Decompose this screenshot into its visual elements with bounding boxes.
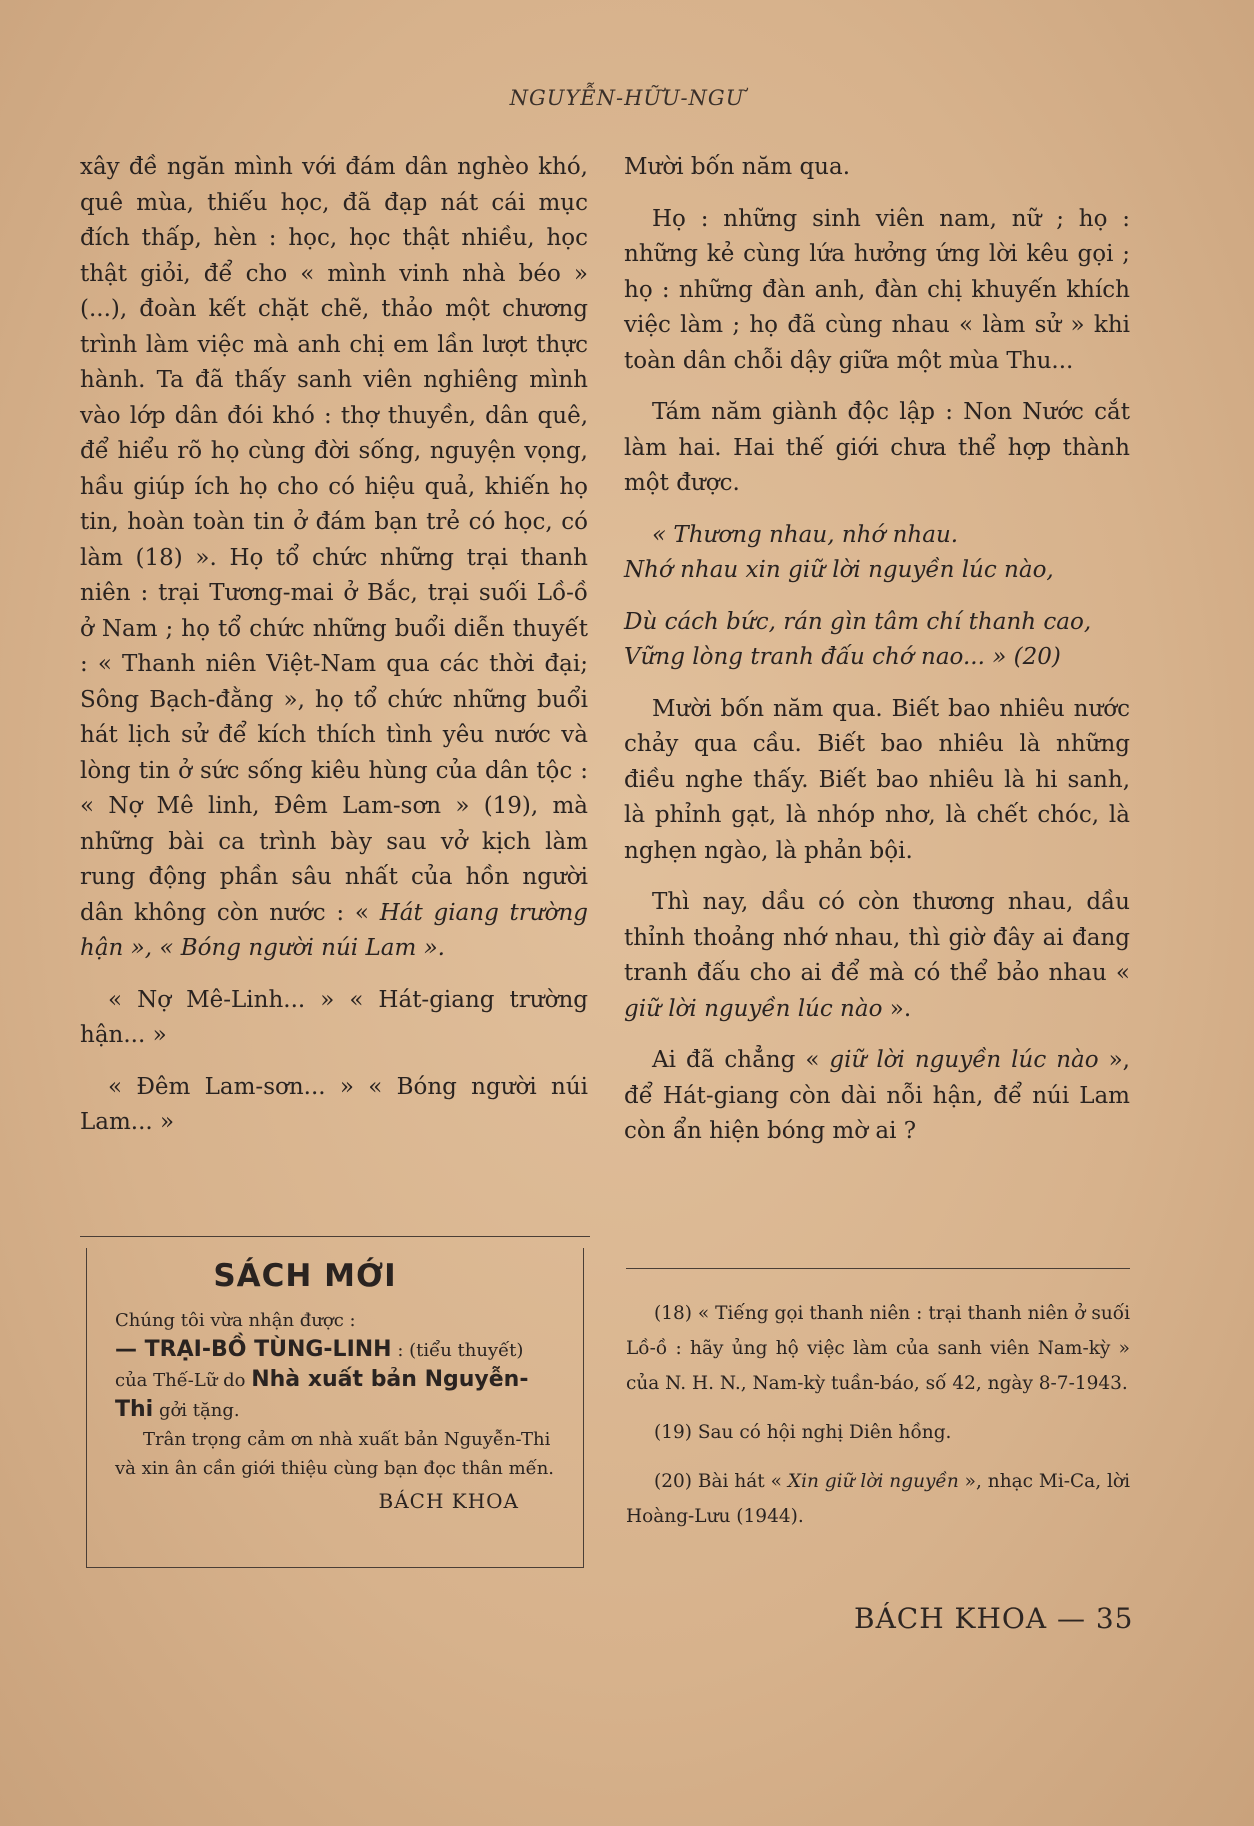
right-paragraph-5: Thì nay, dầu có còn thương nhau, dầu thỉnh thoảng nhớ nhau, thì giờ đây ai đang tranh đấu cho ai để mà có thể bảo nhau « giữ lời nguyền lúc nào ».: [624, 889, 1130, 1022]
new-books-box: [86, 1248, 584, 1568]
right-column: [624, 150, 1130, 1150]
right-paragraph-2: Họ : những sinh viên nam, nữ ; họ : những kẻ cùng lứa hưởng ứng lời kêu gọi ; họ : những đàn anh, đàn chị khuyến khích việc làm ; họ đã cùng nhau « làm sử » khi toàn dân chỗi dậy giữa một mùa Thu...: [624, 205, 1130, 374]
right-paragraph-6: Ai đã chẳng « giữ lời nguyền lúc nào », để Hát-giang còn dài nỗi hận, để núi Lam còn ẩn hiện bóng mờ ai ?: [624, 1047, 1130, 1144]
left-divider: [80, 1236, 590, 1237]
new-books-intro: Chúng tôi vừa nhận được :: [115, 1310, 356, 1331]
page-footer: BÁCH KHOA — 35: [854, 1602, 1134, 1635]
poem-line-1: « Thương nhau, nhớ nhau.: [652, 521, 959, 548]
new-books-signature: BÁCH KHOA: [378, 1489, 519, 1513]
footnote-20: (20) Bài hát « Xin giữ lời nguyền », nhạc Mi-Ca, lời Hoàng-Lưu (1944).: [626, 1471, 1130, 1527]
left-paragraph-2: « Nợ Mê-Linh... » « Hát-giang trường hận... »: [80, 986, 588, 1048]
footnote-divider: [626, 1268, 1130, 1269]
left-column: [80, 150, 588, 1141]
poem-line-3: Dù cách bức, rán gìn tâm chí thanh cao,: [624, 608, 1092, 635]
new-books-entry: — TRẠI-BỒ TÙNG-LINH : (tiểu thuyết) của Thế-Lữ do Nhà xuất bản Nguyễn-Thi gởi tặng.: [115, 1337, 529, 1422]
footnote-19: (19) Sau có hội nghị Diên hồng.: [654, 1422, 952, 1443]
new-books-title: SÁCH MỚI: [213, 1258, 397, 1294]
left-paragraph-1: xây đề ngăn mình với đám dân nghèo khó, quê mùa, thiếu học, đã đạp nát cái mục đích thấp, hèn : học, học thật nhiều, học thật giỏi, để cho « mình vinh nhà béo » (...), đoàn kết chặt chẽ, thảo một chương trình làm việc mà anh chị em lần lượt thực hành. Ta đã thấy sanh viên nghiêng mình vào lớp dân đói khó : thợ thuyền, dân quê, để hiểu rõ họ cùng đời sống, nguyện vọng, hầu giúp ích họ cho có hiệu quả, khiến họ tin, hoàn toàn tin ở đám bạn trẻ có học, có làm (18) ». Họ tổ chức những trại thanh niên : trại Tương-mai ở Bắc, trại suối Lồ-ồ ở Nam ; họ tổ chức những buổi diễn thuyết : « Thanh niên Việt-Nam qua các thời đại; Sông Bạch-đằng », họ tổ chức những buổi hát lịch sử để kích thích tình yêu nước và lòng tin ở sức sống kiêu hùng của dân tộc : « Nợ Mê linh, Đêm Lam-sơn » (19), mà những bài ca trình bày sau vở kịch làm rung động phần sâu nhất của hồn người dân không còn nước : « Hát giang trường hận », « Bóng người núi Lam ».: [80, 154, 588, 961]
footnote-18: (18) « Tiếng gọi thanh niên : trại thanh niên ở suối Lồ-ồ : hãy ủng hộ việc làm của sanh viên Nam-kỳ » của N. H. N., Nam-kỳ tuần-báo, số 42, ngày 8-7-1943.: [626, 1303, 1130, 1394]
left-paragraph-3: « Đêm Lam-sơn... » « Bóng người núi Lam... »: [80, 1073, 588, 1135]
new-books-thanks: Trân trọng cảm ơn nhà xuất bản Nguyễn-Thi và xin ân cần giới thiệu cùng bạn đọc thân mến.: [115, 1429, 555, 1479]
poem-line-4: Vững lòng tranh đấu chớ nao... » (20): [624, 644, 1061, 670]
right-paragraph-4: Mười bốn năm qua. Biết bao nhiêu nước chảy qua cầu. Biết bao nhiêu là những điều nghe thấy. Biết bao nhiêu là hi sanh, là phỉnh gạt, là nhóp nhơ, là chết chóc, là nghẹn ngào, là phản bội.: [624, 695, 1130, 864]
poem-line-2: Nhớ nhau xin giữ lời nguyền lúc nào,: [624, 557, 1054, 583]
running-header: NGUYỄN-HỮU-NGƯ: [509, 86, 745, 110]
right-paragraph-1: Mười bốn năm qua.: [624, 154, 851, 180]
footnotes: [626, 1296, 1130, 1548]
right-paragraph-3: Tám năm giành độc lập : Non Nước cắt làm hai. Hai thế giới chưa thể hợp thành một được.: [624, 399, 1130, 496]
